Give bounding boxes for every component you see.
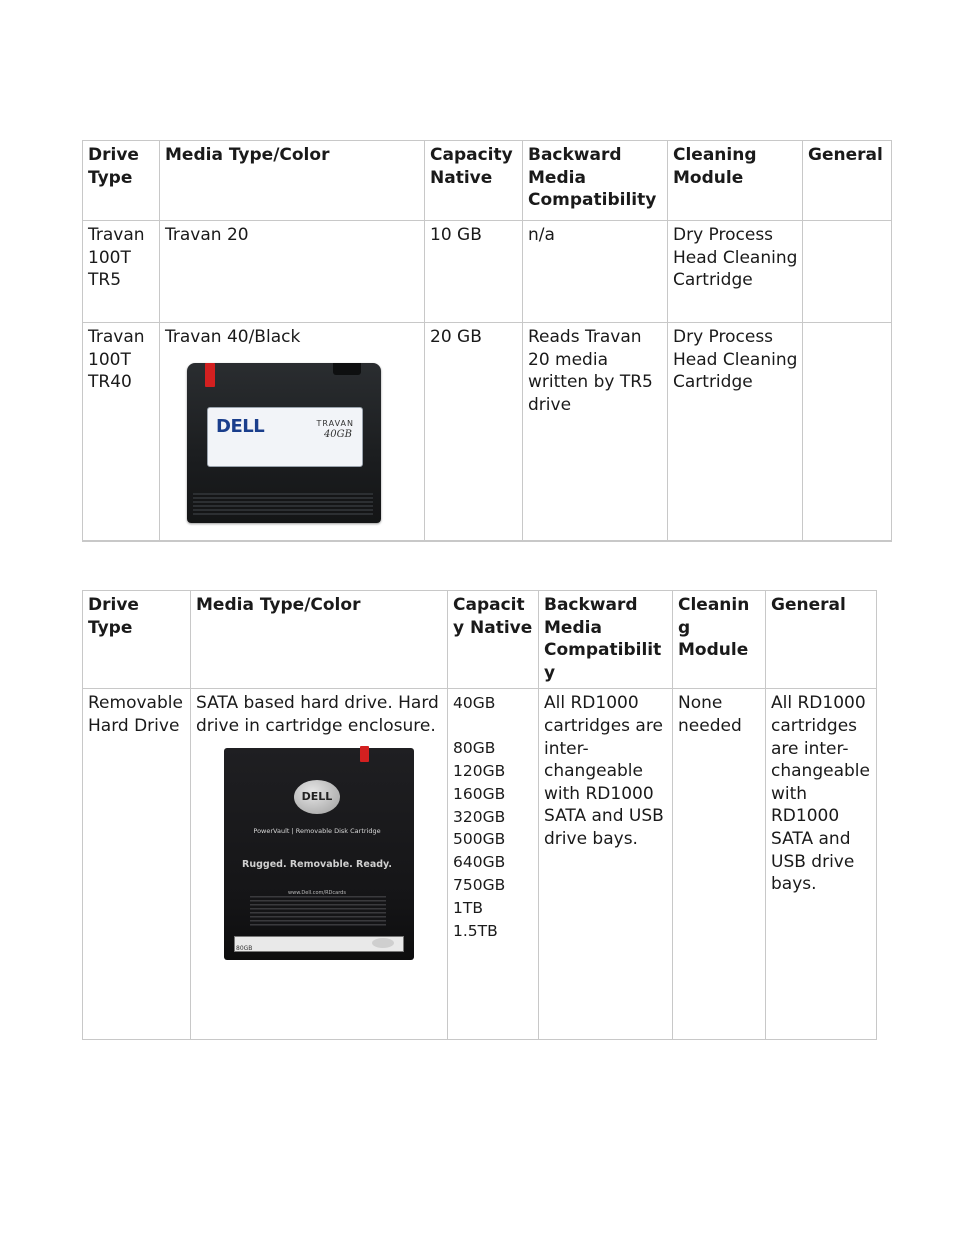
dell-logo: DELL	[294, 780, 340, 814]
dell-logo: DELL	[216, 415, 265, 437]
header-capacity: Capacity Native	[448, 591, 539, 689]
capacity-item: 40GB	[453, 694, 496, 713]
media-type-text: Travan 40/Black	[165, 327, 301, 347]
header-general: General	[766, 591, 877, 689]
cell-media-type: Travan 20	[160, 221, 425, 323]
header-general: General	[803, 141, 892, 221]
table-header-row	[83, 591, 877, 689]
capacity-item: 500GB	[453, 830, 506, 849]
cell-cleaning-module: Dry Process Head Cleaning Cartridge	[668, 323, 803, 542]
cell-drive-type: Travan 100T TR5	[83, 221, 160, 323]
media-type-text: SATA based hard drive. Hard drive in cartridge enclosure.	[196, 693, 439, 736]
rd1000-cartridge-image	[220, 746, 416, 964]
cartridge-url: www.Dell.com/RDcards	[288, 889, 346, 896]
cell-cleaning-module: Dry Process Head Cleaning Cartridge	[668, 221, 803, 323]
cell-capacity: 20 GB	[425, 323, 523, 542]
travan-cartridge-image	[183, 361, 383, 525]
table-row	[83, 221, 892, 323]
cell-general	[803, 323, 892, 542]
cell-capacity	[448, 689, 539, 1040]
cell-capacity: 10 GB	[425, 221, 523, 323]
cell-general	[803, 221, 892, 323]
header-media-type: Media Type/Color	[160, 141, 425, 221]
capacity-spacer	[453, 715, 534, 737]
capacity-item: 320GB	[453, 807, 506, 826]
cell-drive-type: Travan 100T TR40	[83, 323, 160, 542]
cartridge-ribs	[250, 896, 386, 926]
cell-backward-compatibility: Reads Travan 20 media written by TR5 drive	[523, 323, 668, 542]
capacity-item: 80GB	[453, 739, 496, 758]
travan-media-table	[82, 140, 892, 542]
capacity-item: 640GB	[453, 853, 506, 872]
header-drive-type: Drive Type	[83, 591, 191, 689]
header-backward-compatibility: Backward Media Compatibility	[539, 591, 673, 689]
cell-cleaning-module: None needed	[673, 689, 766, 1040]
cell-drive-type: Removable Hard Drive	[83, 689, 191, 1040]
cartridge-size: 40GB	[323, 428, 352, 440]
capacity-item: 160GB	[453, 784, 506, 803]
header-cleaning-module: Cleaning Module	[673, 591, 766, 689]
write-protect-tab	[205, 363, 215, 387]
cartridge-notch	[333, 363, 361, 375]
capacity-item: 1TB	[453, 898, 483, 917]
table-row	[83, 323, 892, 542]
cartridge-label	[207, 407, 363, 467]
cartridge-ribs	[193, 493, 373, 515]
rd1000-media-table	[82, 590, 877, 1040]
header-backward-compatibility: Backward Media Compatibility	[523, 141, 668, 221]
header-drive-type: Drive Type	[83, 141, 160, 221]
cell-media-type	[160, 323, 425, 542]
header-capacity: Capacity Native	[425, 141, 523, 221]
capacity-item: 120GB	[453, 761, 506, 780]
write-protect-tab	[360, 746, 369, 762]
cartridge-capacity-label: 80GB	[236, 944, 253, 952]
table-header-row	[83, 141, 892, 221]
travan-brand: TRAVAN	[316, 418, 354, 428]
table-row	[83, 689, 877, 1040]
header-cleaning-module: Cleaning Module	[668, 141, 803, 221]
dell-mini-logo	[372, 938, 394, 948]
capacity-item: 750GB	[453, 875, 506, 894]
cell-media-type	[191, 689, 448, 1040]
header-media-type: Media Type/Color	[191, 591, 448, 689]
cartridge-product-line: PowerVault | Removable Disk Cartridge	[253, 826, 381, 835]
cell-backward-compatibility: All RD1000 cartridges are inter-changeable with RD1000 SATA and USB drive bays.	[539, 689, 673, 1040]
cell-backward-compatibility: n/a	[523, 221, 668, 323]
capacity-item: 1.5TB	[453, 921, 498, 940]
cell-general: All RD1000 cartridges are inter-changeable with RD1000 SATA and USB drive bays.	[766, 689, 877, 1040]
cartridge-slogan: Rugged. Removable. Ready.	[242, 858, 392, 870]
